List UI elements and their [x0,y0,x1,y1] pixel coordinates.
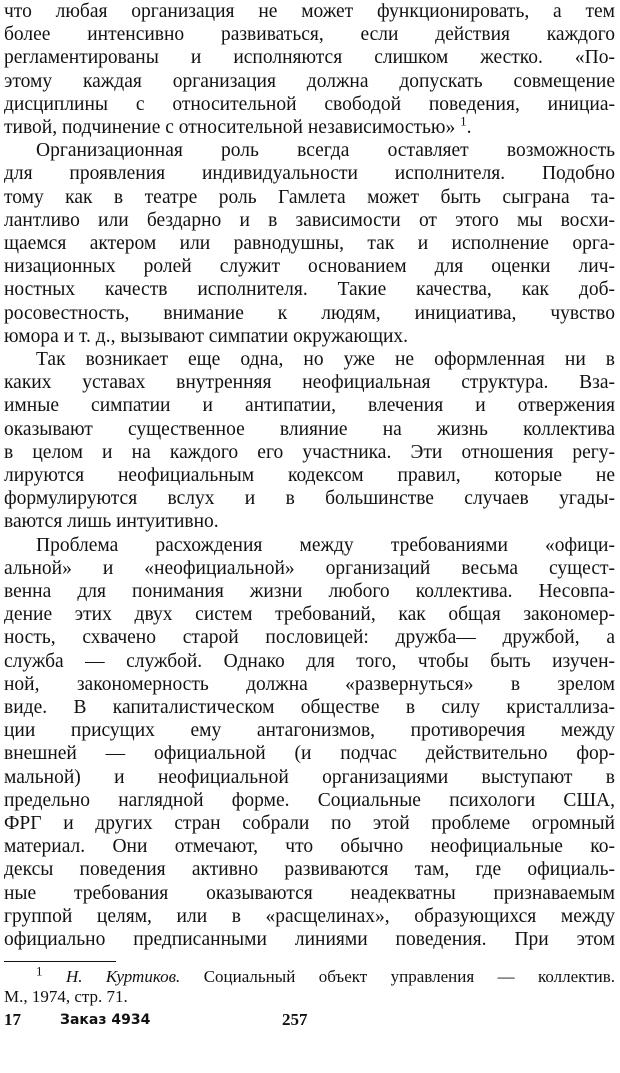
text-line: росовестность, внимание к людям, инициатива, чувство [4,302,615,324]
text-line: тивой, подчинение с относительной независимостью» $^1$. [4,113,472,138]
footnote-line: М., 1974, стр. 71. [4,987,128,1007]
text-line: дение этих двух систем требований, как общая закономер- [4,604,615,626]
text-line: этому каждая организация должна допускать совмещение [4,70,615,92]
text-line: материал. Они отмечают, что обычно неофициальные ко- [4,836,615,858]
text-line: ность, схвачено старой пословицей: дружба— дружбой, а [4,627,615,649]
text-line: ные требования оказываются неадекватны признаваемым [4,882,615,904]
text-line: более интенсивно развиваться, если действия каждого [4,24,615,46]
text-line: что любая организация не может функционировать, а тем [4,1,615,22]
text-line: для проявления индивидуальности исполнителя. Подобно [4,163,615,185]
text-line: венна для понимания жизни любого коллектива. Несовпа- [4,581,615,602]
text-line-content: тивой, подчинение с относительной независимостью» [4,117,456,138]
text-line: щаемся актером или равнодушны, так и исполнение орга- [4,233,615,254]
order-label: Заказ 4934 [60,1012,151,1029]
footnote-ref: 1 [460,113,467,129]
paragraph-start: Проблема расхождения между требованиями «офици- [36,534,615,556]
text-line: ной, закономерность должна «развернуться» в зрелом [4,673,615,695]
text-line: юмора и т. д., вызывают симпатии окружающих. [4,325,409,347]
footnote-marker: 1 [36,963,43,979]
text-line: имные симпатии и антипатии, влечения и отвержения [4,395,615,417]
footnote-text: Социальный объект управления — коллектив. [203,967,616,987]
paragraph-start: Организационная роль всегда оставляет возможность [36,140,615,162]
text-line: дисциплины с относительной свободой поведения, инициа- [4,93,615,115]
text-line: тому как в театре роль Гамлета может быть сыграна та- [4,186,615,208]
footnote-author: Н. Куртиков. [65,967,181,987]
signature-number: 17 [4,1010,21,1030]
text-line: в целом и на каждого его участника. Эти отношения регу- [4,441,615,463]
text-line: ваются лишь интуитивно. [4,511,219,533]
text-line: ФРГ и других стран собрали по этой проблеме огромный [4,813,615,834]
text-line: оказывают существенное влияние на жизнь коллектива [4,418,615,440]
text-line: регламентированы и исполняются слишком жестко. «По- [4,47,615,69]
text-line: лируются неофициальным кодексом правил, которые не [4,465,615,486]
footnote-divider [4,961,116,962]
text-line: предельно наглядной форме. Социальные психологи США, [4,789,615,811]
text-line: мальной) и неофициальной организациями выступают в [4,766,615,788]
text-line: дексы поведения активно развиваются там, где официаль- [4,859,615,881]
paragraph-start: Так возникает еще одна, но уже не оформленная ни в [36,349,615,370]
text-line: лантливо или бездарно и в зависимости от этого мы восхи- [4,209,615,231]
text-line: низационных ролей служит основанием для оценки лич- [4,256,615,278]
page-number: 257 [282,1010,308,1030]
text-line: ностных качеств исполнителя. Такие качества, как доб- [4,279,615,301]
text-line: каких уставах внутренняя неофициальная структура. Вза- [4,372,615,394]
text-line: виде. В капиталистическом обществе в силу кристаллиза- [4,697,615,718]
text-line: официально предписанными линиями поведения. При этом [4,929,615,950]
text-line: ции присущих ему антагонизмов, противоречия между [4,720,615,742]
text-line: альной» и «неофициальной» организаций весьма сущест- [4,557,615,579]
text-line: группой целям, или в «расщелинах», образующихся между [4,905,615,927]
text-line: внешней — официальной (и подчас действительно фор- [4,743,615,765]
text-line: служба — службой. Однако для того, чтобы быть изучен- [4,650,615,672]
text-line: формулируются вслух и в большинстве случаев угады- [4,488,615,510]
